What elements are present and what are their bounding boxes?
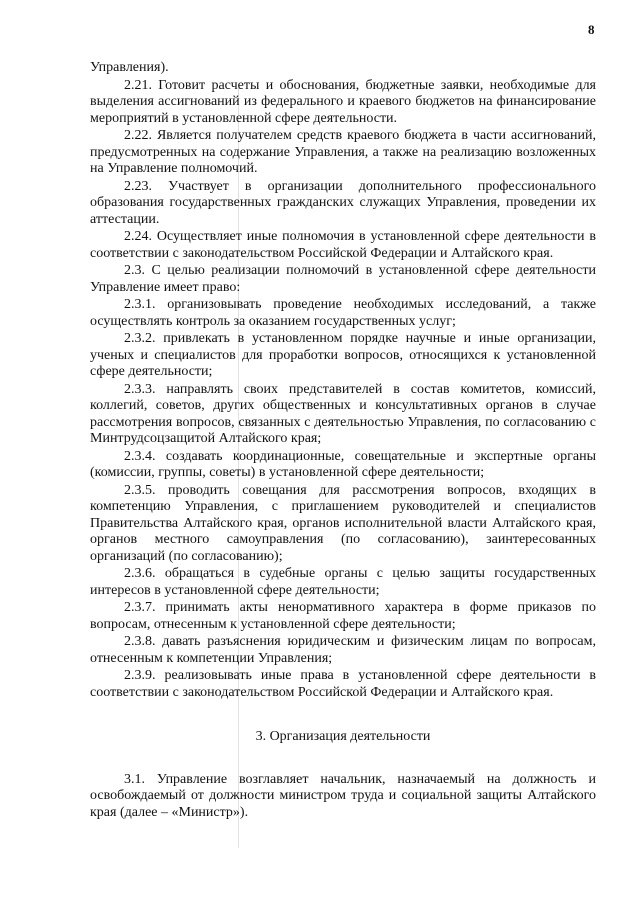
paragraph: 2.3.4. создавать координационные, совещательные и экспертные органы (комиссии, группы, советы) в установленной сфере деятельности; <box>90 448 596 480</box>
paragraph: 2.22. Является получателем средств краевого бюджета в части ассигнований, предусмотренных на содержание Управления, а также на реализацию возложенных на Управление полномочий. <box>90 128 596 176</box>
paragraph: 2.3.1. организовывать проведение необходимых исследований, а также осуществлять контроль за оказанием государственных услуг; <box>90 297 596 329</box>
document-body <box>90 60 596 822</box>
paragraphs-before <box>90 60 596 701</box>
paragraph: Управления). <box>90 60 169 75</box>
paragraph: 2.24. Осуществляет иные полномочия в установленной сфере деятельности в соответствии с законодательством Российской Федерации и Алтайского края. <box>90 229 596 261</box>
paragraph: 2.3.5. проводить совещания для рассмотрения вопросов, входящих в компетенцию Управления, с приглашением руководителей и специалистов Правительства Алтайского края, органов исполнительной власти Алтайского края, органов местного самоуправления (по согласованию), заинтересованных организаций (по согласованию); <box>90 482 596 564</box>
paragraph: 2.3.9. реализовывать иные права в установленной сфере деятельности в соответствии с законодательством Российской Федерации и Алтайского края. <box>90 668 596 700</box>
paragraph: 3.1. Управление возглавляет начальник, назначаемый на должность и освобождаемый от должности министром труда и социальной защиты Алтайского края (далее – «Министр»). <box>90 771 596 820</box>
paragraph: 2.3.3. направлять своих представителей в состав комитетов, комиссий, коллегий, советов, других общественных и консультативных органов в случае рассмотрения вопросов, связанных с деятельностью Управления, по согласованию с Минтрудсоцзащитой Алтайского края; <box>90 381 596 446</box>
paragraph: 2.3.7. принимать акты ненормативного характера в форме приказов по вопросам, отнесенным к установленной сфере деятельности; <box>90 600 596 632</box>
paragraphs-after <box>90 772 596 822</box>
paragraph: 2.3.6. обращаться в судебные органы с целью защиты государственных интересов в установленной сфере деятельности; <box>90 566 596 598</box>
paragraph: 2.3.2. привлекать в установленном порядке научные и иные организации, ученых и специалистов для проработки вопросов, относящихся к установленной сфере деятельности; <box>90 331 596 379</box>
paragraph: 2.3. С целью реализации полномочий в установленной сфере деятельности Управление имеет право: <box>90 263 596 295</box>
page-number: 8 <box>588 22 595 37</box>
section-heading: 3. Организация деятельности <box>255 729 431 744</box>
paragraph: 2.21. Готовит расчеты и обоснования, бюджетные заявки, необходимые для выделения ассигнований из федерального и краевого бюджетов на финансирование мероприятий в установленной сфере деятельности. <box>90 77 596 126</box>
paragraph: 2.3.8. давать разъяснения юридическим и физическим лицам по вопросам, отнесенным к компетенции Управления; <box>90 634 596 666</box>
paragraph: 2.23. Участвует в организации дополнительного профессионального образования государственных гражданских служащих Управления, проведении их аттестации. <box>90 178 596 227</box>
